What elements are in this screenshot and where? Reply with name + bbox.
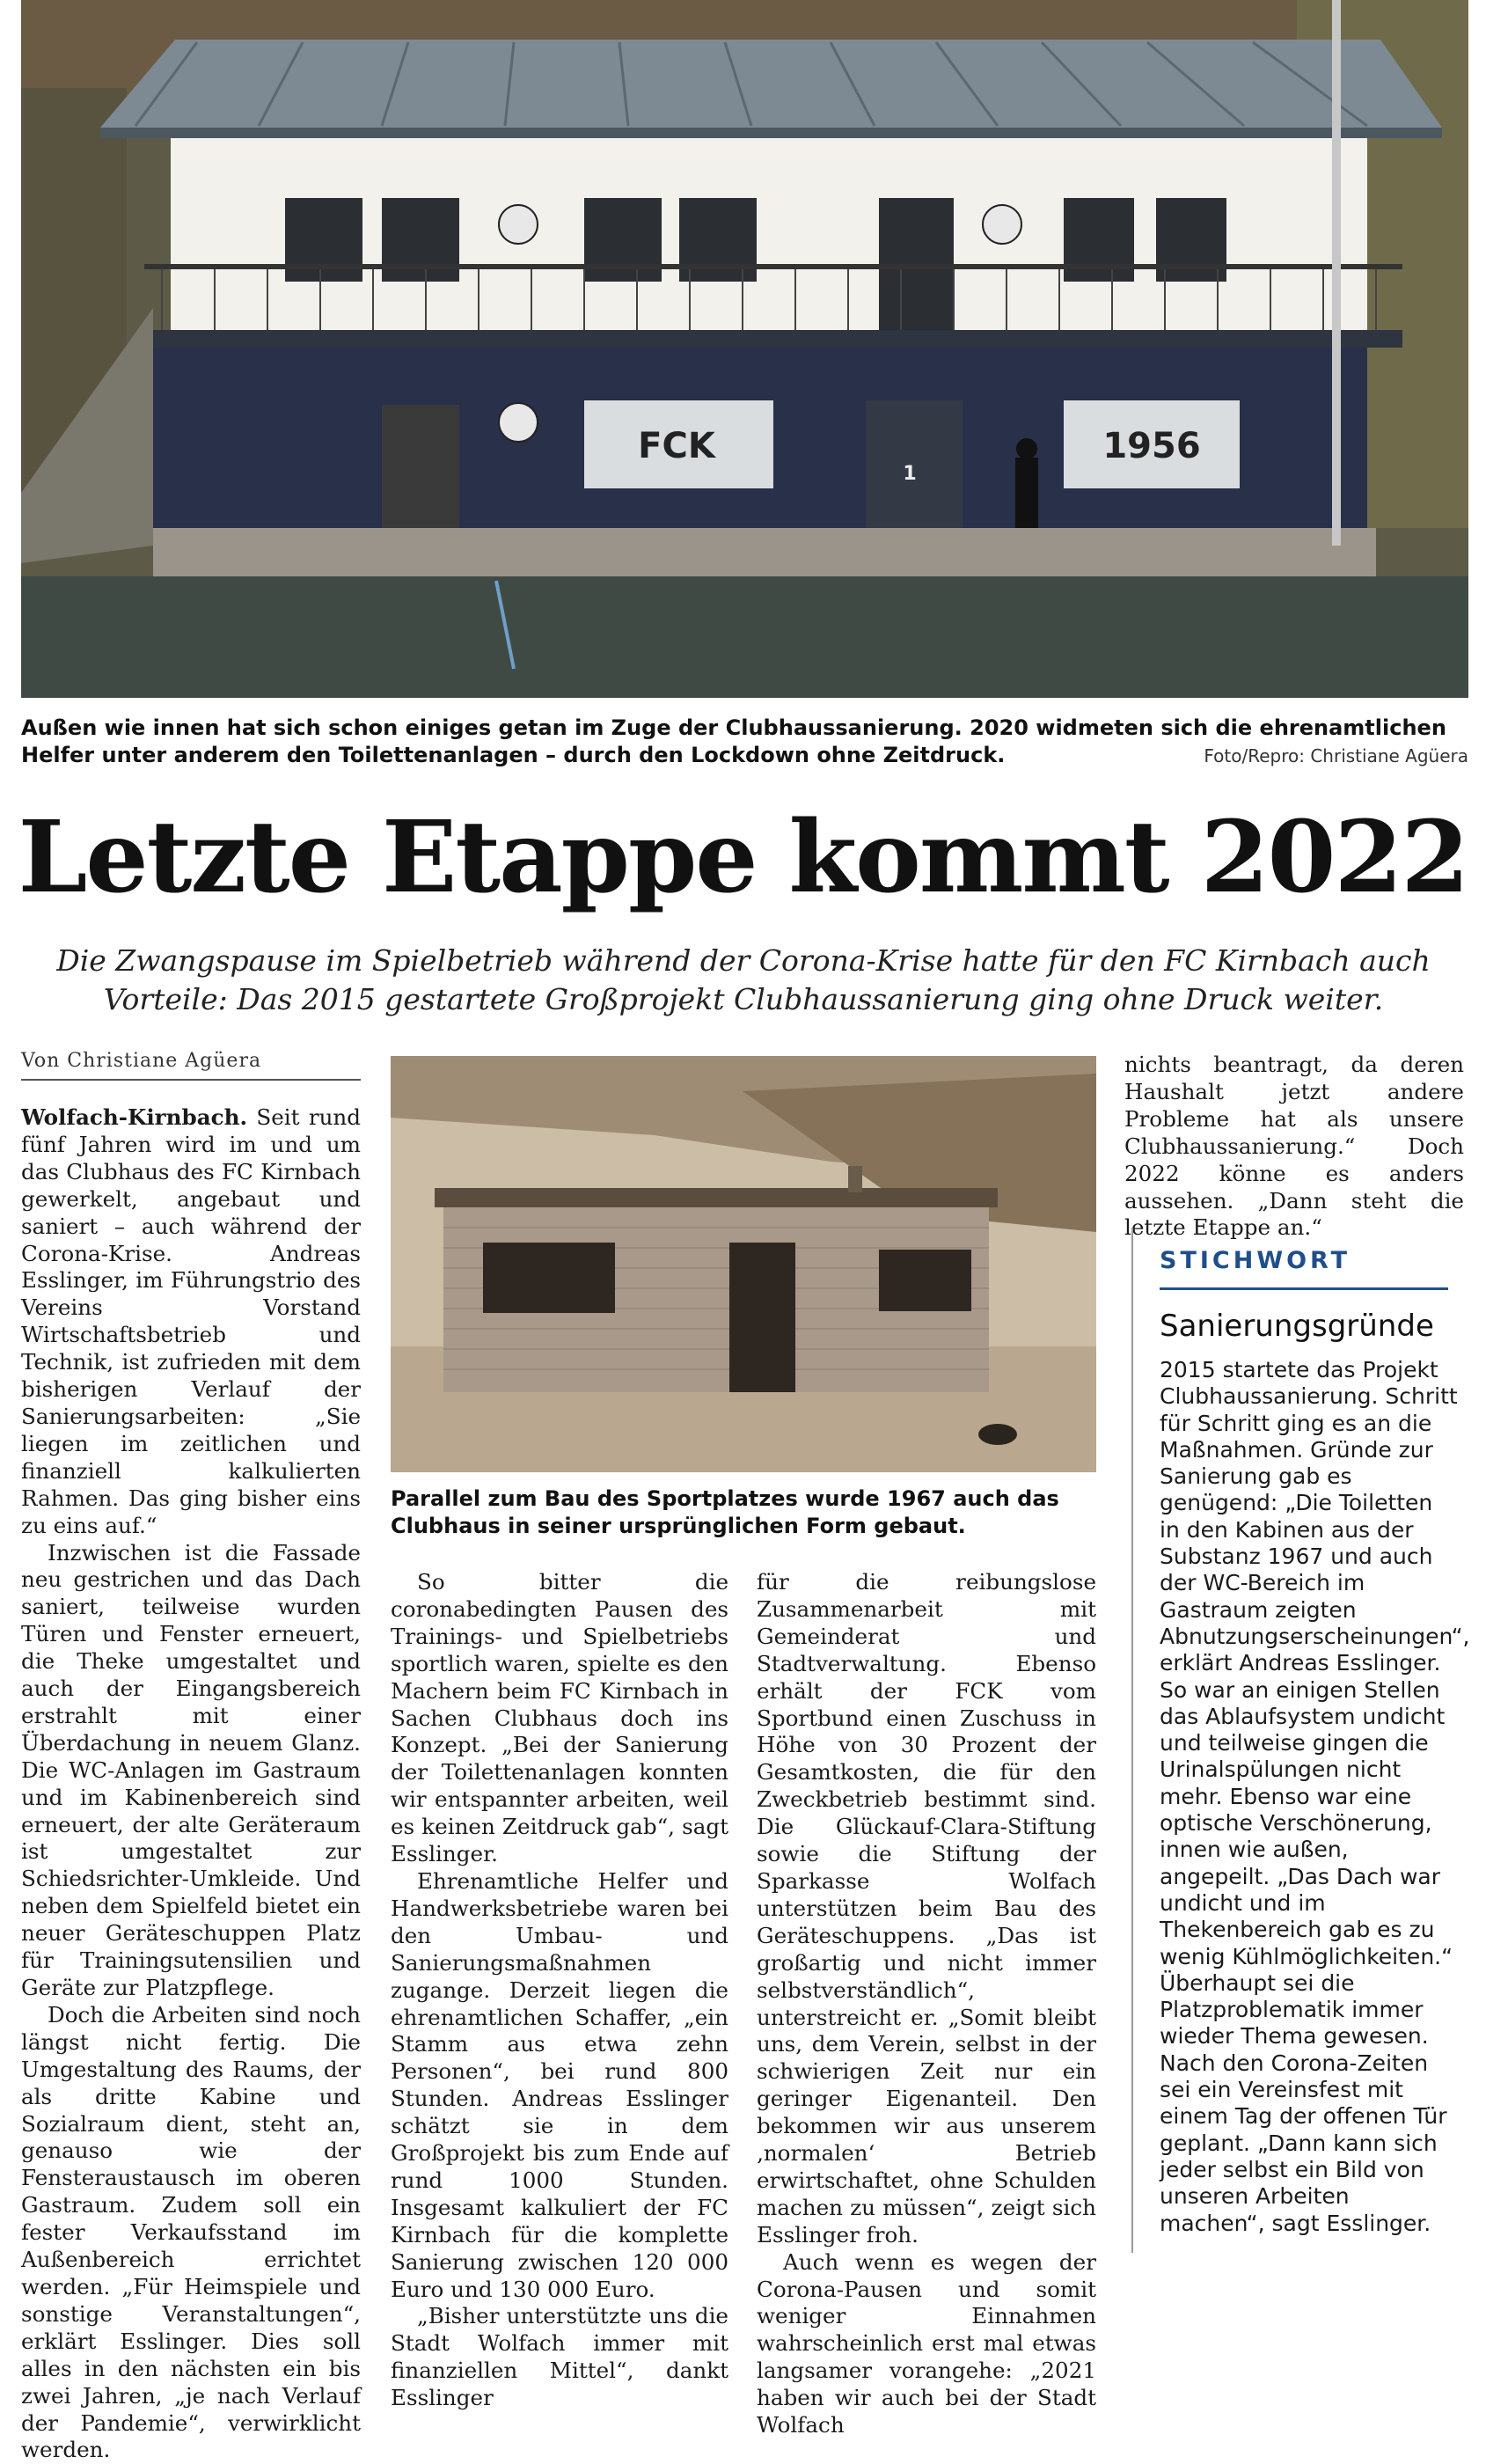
article-column-3 xyxy=(757,1569,1096,2439)
year-window-sign: 1956 xyxy=(1102,426,1201,466)
paragraph: Ehrenamtliche Helfer und Handwerksbetriebe waren bei den Umbau- und Sanierungsmaßnahmen zugange. Derzeit liegen die ehrenamtlichen Schaffer, „ein Stamm aus etwa zehn Personen“, bei rund 800 Stunden. Andreas Esslinger schätzt sie in dem Großprojekt bis zum Ende auf rund 1000 Stunden. Insgesamt kalkuliert der FC Kirnbach für die komplette Sanierung zwischen 120 000 Euro und 130 000 Euro. xyxy=(391,1867,728,2302)
stichwort-title: Sanierungsgründe xyxy=(1160,1309,1434,1344)
photo-credit: Foto/Repro: Christiane Agüera xyxy=(1204,745,1468,766)
byline: Von Christiane Agüera xyxy=(21,1050,361,1081)
subheadline: Die Zwangspause im Spielbetrieb während der Corona-Krise hatte für den FC Kirnbach auch Vorteile: Das 2015 gestartete Großprojekt Clubhaussanierung ging ohne Druck weiter. xyxy=(56,943,1431,1016)
photo-caption-historic: Parallel zum Bau des Sportplatzes wurde 1967 auch das Clubhaus in seiner ursprünglichen Form gebaut. xyxy=(391,1486,1059,1538)
stichwort-body: 2015 startete das Projekt Clubhaussanierung. Schritt für Schritt ging es an die Maßnahmen. Gründe zur Sanierung gab es genügend: „Die Toiletten in den Kabinen aus der Substanz 1967 und auch der WC-Bereich im Gastraum zeigten Abnutzungserscheinungen“, erklärt Andreas Esslinger. So war an einigen Stellen das Ablaufsystem undicht und teilweise gingen die Urinalspülungen nicht mehr. Ebenso war eine optische Verschönerung, innen wie außen, angepeilt. „Das Dach war undicht und im Thekenbereich gab es zu wenig Kühlmöglichkeiten.“ Überhaupt sei die Platzproblematik immer wieder Thema gewesen. Nach den Corona-Zeiten sei ein Vereinsfest mit einem Tag der offenen Tür geplant. „Dann kann sich jeder selbst ein Bild von unseren Arbeiten machen“, sagt Esslinger. xyxy=(1160,1357,1470,2236)
paragraph: nichts beantragt, da deren Haushalt jetzt andere Probleme hat als unsere Clubhaussanierung.“ Doch 2022 könne es anders aussehen. „Dann steht die letzte Etappe an.“ xyxy=(1124,1052,1464,1241)
stichwort-label: STICHWORT xyxy=(1160,1247,1351,1274)
article-column-4 xyxy=(1124,1052,1464,1242)
door-number: 1 xyxy=(903,463,917,485)
paragraph-text: Seit rund fünf Jahren wird im und um das Clubhaus des FC Kirnbach gewerkelt, angebaut und saniert – auch während der Corona-Krise. Andreas Esslinger, im Führungstrio des Vereins Vorstand Wirtschaftsbetrieb und Technik, ist zufrieden mit dem bisherigen Verlauf der Sanierungsarbeiten: „Sie liegen im zeitlichen und finanziell kalkulierten Rahmen. Das ging bisher eins zu eins auf.“ xyxy=(21,1104,361,1538)
paragraph: So bitter die coronabedingten Pausen des Trainings- und Spielbetriebs sportlich waren, spielte es den Machern beim FC Kirnbach in Sachen Clubhaus doch ins Konzept. „Bei der Sanierung der Toilettenanlagen konnten wir entspannter arbeiten, weil es keinen Zeitdruck gab“, sagt Esslinger. xyxy=(391,1569,728,1867)
article-column-1 xyxy=(21,1104,361,2464)
paragraph: „Bisher unterstützte uns die Stadt Wolfach immer mit finanziellen Mittel“, dankt Esslinger xyxy=(391,2303,728,2411)
fck-window-sign: FCK xyxy=(638,426,715,466)
paragraph: Doch die Arbeiten sind noch längst nicht fertig. Die Umgestaltung des Raums, der als dritte Kabine und Sozialraum dient, steht an, genauso wie der Fensteraustausch im oberen Gastraum. Zudem soll ein fester Verkaufsstand im Außenbereich errichtet werden. „Für Heimspiele und sonstige Veranstaltungen“, erklärt Esslinger. Dies soll alles in den nächsten ein bis zwei Jahren, „je nach Verlauf der Pandemie“, verwirklicht werden. xyxy=(21,2001,361,2463)
paragraph: Inzwischen ist die Fassade neu gestrichen und das Dach saniert, teilweise wurden Türen und Fenster erneuert, die Theke umgestaltet und auch der Eingangsbereich erstrahlt mit einer Überdachung in neuem Glanz. Die WC-Anlagen im Gastraum und im Kabinenbereich sind erneuert, der alte Geräteraum ist umgestaltet zur Schiedsrichter-Umkleide. Und neben dem Spielfeld bietet ein neuer Geräteschuppen Platz für Trainingsutensilien und Geräte zur Platzpflege. xyxy=(21,1539,361,2000)
historic-clubhouse-photo xyxy=(391,1056,1096,1472)
photo-caption: Außen wie innen hat sich schon einiges getan im Zuge der Clubhaussanierung. 2020 widmeten sich die ehrenamtlichen Helfer unter anderem den Toilettenanlagen – durch den Lockdown ohne Zeitdruck. xyxy=(21,715,1446,767)
paragraph xyxy=(21,1104,361,1540)
stichwort-box xyxy=(1131,1228,1470,2253)
paragraph: für die reibungslose Zusammenarbeit mit Gemeinderat und Stadtverwaltung. Ebenso erhält der FCK vom Sportbund einen Zuschuss in Höhe von 30 Prozent der Gesamtkosten, die für den Zweckbetrieb bestimmt sind. Die Glückauf-Clara-Stiftung sowie die Stiftung der Sparkasse Wolfach unterstützen beim Bau des Geräteschuppens. „Das ist großartig und nicht immer selbstverständlich“, unterstreicht er. „Somit bleibt uns, dem Verein, selbst in der schwierigen Zeit nur ein geringer Eigenanteil. Den bekommen wir aus unserem ‚normalen‘ Betrieb erwirtschaftet, ohne Schulden machen zu müssen“, zeigt sich Esslinger froh. xyxy=(757,1569,1096,2248)
article-column-2 xyxy=(391,1569,728,2412)
headline: Letzte Etappe kommt 2022 xyxy=(18,800,1468,915)
dateline: Wolfach-Kirnbach. xyxy=(21,1104,248,1130)
stichwort-rule xyxy=(1160,1287,1448,1290)
clubhouse-photo xyxy=(21,0,1468,698)
paragraph: Auch wenn es wegen der Corona-Pausen und somit weniger Einnahmen wahrscheinlich erst mal etwas langsamer vorangehe: „2021 haben wir auch bei der Stadt Wolfach xyxy=(757,2248,1096,2438)
